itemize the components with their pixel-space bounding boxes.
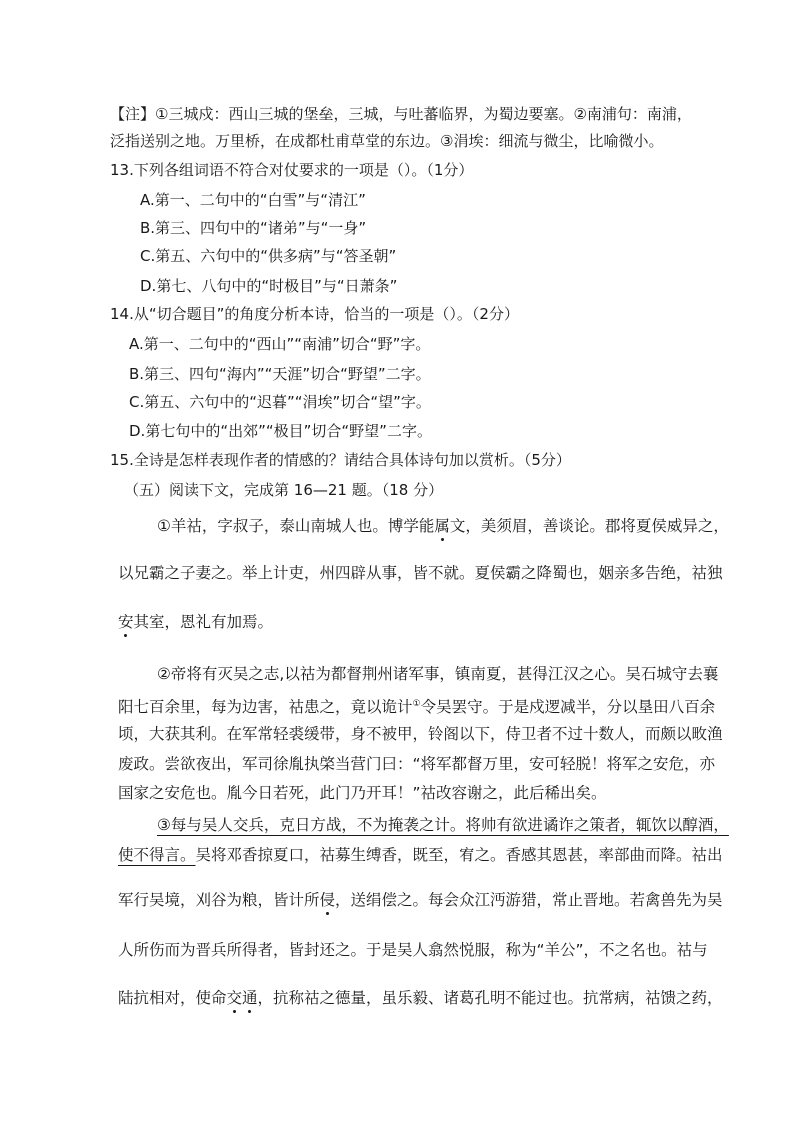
paragraph-2-line-1: ②帝将有灭吴之志,以祜为都督荆州诸军事，镇南夏，甚得江汉之心。吴石城守去襄 [157,665,719,683]
question-13-option-c: C.第五、六句中的“供多病”与“答圣朝” [140,247,397,265]
paragraph-3-line-4: 人所伤而为晋兵所得者，皆封还之。于是吴人翕然悦服，称为“羊公”，不之名也。祜与 [118,941,708,959]
note-line-1: 【注】①三城戍：西山三城的堡垒，三城，与吐蕃临界，为蜀边要塞。②南浦句：南浦， [110,105,692,123]
question-14-stem: 14.从“切合题目”的角度分析本诗，恰当的一项是（）。（2分） [110,305,519,323]
paragraph-3-line-2: 使不得言。吴将邓香掠夏口，祜募生缚香，既至，宥之。香感其恩甚，率部曲而降。祜出 [118,846,723,864]
paragraph-3-line-3: 军行吴境，刈谷为粮，皆计所侵，送绢偿之。每会众江沔游猎，常止晋地。若禽兽先为吴 [118,891,723,909]
paragraph-2-line-4: 废政。尝欲夜出，军司徐胤执棨当营门曰：“将军都督万里，安可轻脱！将军之安危，亦 [118,755,716,773]
paragraph-3-line-5: 陆抗相对，使命交通，抗称祜之德量，虽乐毅、诸葛孔明不能过也。抗常病，祜馈之药， [118,989,723,1007]
paragraph-1-line-3: 安其室，恩礼有加焉。 [118,613,274,631]
paragraph-2-line-5: 国家之安危也。胤今日若死，此门乃开耳！”祜改容谢之，此后稀出矣。 [118,784,607,802]
paragraph-2-line-2: 阳七百余里，每为边害，祜患之，竟以诡计①令吴罢守。于是戍逻减半，分以垦田八百余 [118,698,716,717]
paragraph-2-line-3: 顷，大获其利。在军常轻裘缓带，身不被甲，铃阁以下，侍卫者不过十数人，而颇以畋渔 [118,725,723,743]
question-13-option-a: A.第一、二句中的“白雪”与“清江” [140,191,366,209]
question-13-option-b: B.第三、四句中的“诸弟”与“一身” [140,219,367,237]
question-14-option-b: B.第三、四句“海内”“天涯”切合“野望”二字。 [129,365,431,383]
question-14-option-c: C.第五、六句中的“迟暮”“涓埃”切合“望”字。 [129,393,431,411]
note-line-2: 泛指送别之地。万里桥，在成都杜甫草堂的东边。③涓埃：细流与微尘，比喻微小。 [110,132,664,150]
question-15-stem: 15.全诗是怎样表现作者的情感的？请结合具体诗句加以赏析。（5分） [110,451,571,469]
section-5-heading: （五）阅读下文，完成第 16—21 题。（18 分） [124,481,444,499]
paragraph-3-line-1: ③每与吴人交兵，克日方战，不为掩袭之计。将帅有欲进谲诈之策者，辄饮以醇酒， [157,816,729,834]
question-14-option-a: A.第一、二句中的“西山”“南浦”切合“野”字。 [129,335,431,353]
paragraph-1-line-1: ①羊祜，字叔子，泰山南城人也。博学能属文，美须眉，善谈论。郡将夏侯威异之， [157,517,729,535]
question-13-stem: 13.下列各组词语不符合对仗要求的一项是（）。（1分） [110,161,474,179]
question-13-option-d: D.第七、八句中的“时极目”与“日萧条” [140,277,398,295]
question-14-option-d: D.第七句中的“出郊”“极目”切合“野望”二字。 [129,422,432,440]
paragraph-1-line-2: 以兄霸之子妻之。举上计吏，州四辟从事，皆不就。夏侯霸之降蜀也，姻亲多告绝，祜独 [118,564,723,582]
